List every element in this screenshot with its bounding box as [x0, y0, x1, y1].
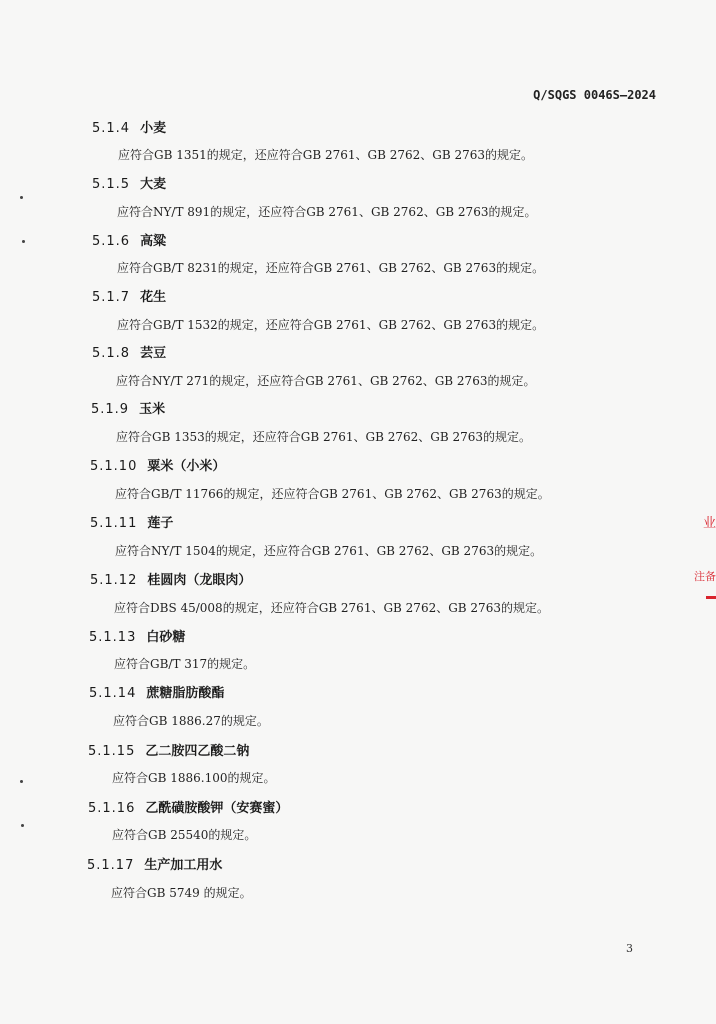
section-heading	[87, 854, 222, 873]
section-text: 应符合DBS 45/008的规定，还应符合GB 2761、GB 2762、GB 2763的规定。	[114, 601, 549, 615]
section-heading	[90, 455, 225, 474]
section-number: 5.1.16	[88, 801, 136, 816]
section-number: 5.1.14	[89, 686, 137, 701]
section-number: 5.1.6	[92, 234, 131, 249]
section-text: 应符合GB 1886.27的规定。	[113, 714, 269, 728]
section-text: 应符合GB 1351的规定，还应符合GB 2761、GB 2762、GB 2763的规定。	[118, 148, 534, 162]
section-title: 大麦	[140, 177, 167, 192]
section-heading	[88, 740, 249, 759]
section-number: 5.1.11	[90, 516, 138, 531]
section-heading	[92, 230, 166, 249]
section-title: 白砂糖	[146, 630, 186, 645]
section-text: 应符合GB 5749 的规定。	[111, 886, 252, 900]
section-number: 5.1.9	[91, 402, 130, 417]
section-heading	[91, 398, 165, 417]
section-text: 应符合GB 1353的规定，还应符合GB 2761、GB 2762、GB 2763的规定。	[116, 430, 532, 444]
section-heading	[92, 342, 166, 361]
document-code: Q/SQGS 0046S—2024	[533, 88, 656, 102]
section-text: 应符合GB/T 11766的规定，还应符合GB 2761、GB 2762、GB 2763的规定。	[115, 487, 550, 501]
section-text: 应符合GB/T 8231的规定，还应符合GB 2761、GB 2762、GB 2763的规定。	[117, 261, 545, 275]
section-number: 5.1.17	[87, 858, 135, 873]
section-title: 高粱	[140, 234, 167, 249]
section-title: 粟米（小米）	[147, 459, 226, 474]
section-heading	[90, 569, 251, 588]
page-number: 3	[626, 942, 633, 955]
section-title: 桂圆肉（龙眼肉）	[147, 573, 252, 588]
section-text: 应符合NY/T 1504的规定，还应符合GB 2761、GB 2762、GB 2763的规定。	[115, 544, 543, 558]
section-text: 应符合GB/T 1532的规定，还应符合GB 2761、GB 2762、GB 2763的规定。	[117, 318, 545, 332]
section-title: 玉米	[139, 402, 166, 417]
section-number: 5.1.10	[90, 459, 138, 474]
section-title: 莲子	[147, 516, 174, 531]
section-heading	[90, 512, 173, 531]
section-heading	[92, 173, 166, 192]
section-title: 小麦	[140, 121, 167, 136]
section-title: 乙酰磺胺酸钾（安赛蜜）	[145, 801, 289, 816]
section-text: 应符合GB 1886.100的规定。	[112, 771, 276, 785]
seal-fragment-top: 业	[702, 516, 716, 531]
scan-speck	[20, 780, 23, 783]
section-number: 5.1.5	[92, 177, 131, 192]
section-heading	[89, 626, 185, 645]
section-title: 蔗糖脂肪酸酯	[146, 686, 225, 701]
section-heading	[92, 117, 166, 136]
scan-speck	[21, 824, 24, 827]
section-number: 5.1.13	[89, 630, 137, 645]
seal-line	[706, 596, 716, 599]
seal-fragment-bottom: 注备	[694, 570, 716, 583]
section-title: 花生	[140, 290, 167, 305]
scan-speck	[22, 240, 25, 243]
section-heading	[92, 286, 166, 305]
section-number: 5.1.12	[90, 573, 138, 588]
section-title: 乙二胺四乙酸二钠	[145, 744, 250, 759]
section-title: 芸豆	[140, 346, 167, 361]
section-text: 应符合NY/T 891的规定，还应符合GB 2761、GB 2762、GB 2763的规定。	[117, 205, 537, 219]
section-number: 5.1.7	[92, 290, 131, 305]
section-text: 应符合GB/T 317的规定。	[114, 657, 256, 671]
section-number: 5.1.4	[92, 121, 131, 136]
section-number: 5.1.15	[88, 744, 136, 759]
section-text: 应符合NY/T 271的规定，还应符合GB 2761、GB 2762、GB 2763的规定。	[116, 374, 536, 388]
section-title: 生产加工用水	[144, 858, 223, 873]
section-heading	[89, 682, 224, 701]
scan-speck	[20, 196, 23, 199]
section-number: 5.1.8	[92, 346, 131, 361]
section-heading	[88, 797, 288, 816]
section-text: 应符合GB 25540的规定。	[112, 828, 257, 842]
